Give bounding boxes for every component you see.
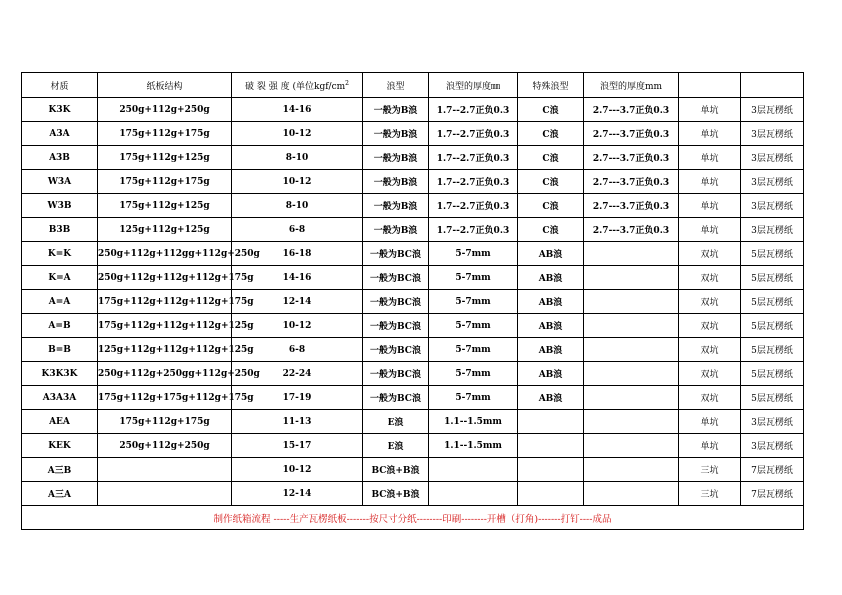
cell-burst-strength: 8-10 [232, 146, 363, 170]
table-row [22, 410, 804, 434]
cell-board-structure: 175g+112g+175g [98, 122, 232, 146]
cell-special-flute [518, 434, 584, 458]
cell-burst-strength: 14-16 [232, 266, 363, 290]
table-row [22, 98, 804, 122]
table-body [22, 73, 804, 506]
cell-layer-type: 3层瓦楞纸 [741, 122, 804, 146]
cell-flute-type: BC浪+B浪 [363, 458, 429, 482]
cell-flute-thickness: 1.7--2.7正负0.3 [429, 146, 518, 170]
cell-board-structure: 175g+112g+112g+112g+175g [98, 290, 232, 314]
cell-flute-type: E浪 [363, 434, 429, 458]
cell-flute-type: 一般为B浪 [363, 194, 429, 218]
cell-flute-type: E浪 [363, 410, 429, 434]
cell-board-structure: 175g+112g+125g [98, 146, 232, 170]
cell-wall-type: 单坑 [679, 122, 741, 146]
cell-material: B=B [22, 338, 98, 362]
cell-flute-type: 一般为BC浪 [363, 338, 429, 362]
cell-flute-thickness: 5-7mm [429, 362, 518, 386]
cell-material: K=A [22, 266, 98, 290]
cell-special-flute: AB浪 [518, 266, 584, 290]
cell-special-flute-thickness [584, 266, 679, 290]
table-row [22, 242, 804, 266]
table-row [22, 314, 804, 338]
header-board-structure: 纸板结构 [98, 73, 232, 98]
cell-layer-type: 5层瓦楞纸 [741, 386, 804, 410]
cell-wall-type: 双坑 [679, 242, 741, 266]
cell-material: W3B [22, 194, 98, 218]
cell-layer-type: 5层瓦楞纸 [741, 362, 804, 386]
table-row [22, 218, 804, 242]
header-row [22, 73, 804, 98]
cell-board-structure: 250g+112g+250g [98, 434, 232, 458]
table-row [22, 434, 804, 458]
cell-board-structure: 175g+112g+175g+112g+175g [98, 386, 232, 410]
cell-wall-type: 三坑 [679, 458, 741, 482]
cell-wall-type: 双坑 [679, 338, 741, 362]
cell-material: KEK [22, 434, 98, 458]
cell-layer-type: 3层瓦楞纸 [741, 434, 804, 458]
cell-special-flute [518, 410, 584, 434]
cell-burst-strength: 11-13 [232, 410, 363, 434]
cell-flute-type: 一般为B浪 [363, 122, 429, 146]
cell-burst-strength: 8-10 [232, 194, 363, 218]
cell-wall-type: 单坑 [679, 410, 741, 434]
cell-flute-thickness [429, 482, 518, 506]
cell-flute-thickness: 5-7mm [429, 242, 518, 266]
cell-special-flute-thickness: 2.7---3.7正负0.3 [584, 170, 679, 194]
cell-material: W3A [22, 170, 98, 194]
cell-special-flute-thickness [584, 362, 679, 386]
cell-special-flute-thickness [584, 434, 679, 458]
cell-material: A3A3A [22, 386, 98, 410]
cell-special-flute-thickness [584, 458, 679, 482]
table-row [22, 458, 804, 482]
header-empty-2 [741, 73, 804, 98]
cell-special-flute [518, 482, 584, 506]
cell-layer-type: 3层瓦楞纸 [741, 218, 804, 242]
cell-board-structure: 250g+112g+112g+112g+175g [98, 266, 232, 290]
cell-board-structure: 250g+112g+250g [98, 98, 232, 122]
cell-board-structure: 125g+112g+125g [98, 218, 232, 242]
cell-burst-strength: 6-8 [232, 218, 363, 242]
cell-wall-type: 三坑 [679, 482, 741, 506]
header-special-flute: 特殊浪型 [518, 73, 584, 98]
cell-layer-type: 7层瓦楞纸 [741, 482, 804, 506]
cell-board-structure: 175g+112g+175g [98, 170, 232, 194]
cell-flute-thickness: 1.7--2.7正负0.3 [429, 170, 518, 194]
table-row [22, 386, 804, 410]
cell-material: K3K [22, 98, 98, 122]
header-burst-strength-label: 破 裂 强 度 (单位kgf/cm [245, 81, 346, 92]
cell-special-flute-thickness [584, 482, 679, 506]
cell-flute-type: 一般为BC浪 [363, 362, 429, 386]
cell-special-flute: AB浪 [518, 386, 584, 410]
cell-burst-strength: 10-12 [232, 458, 363, 482]
cell-material: A三A [22, 482, 98, 506]
cell-flute-type: 一般为BC浪 [363, 242, 429, 266]
cell-wall-type: 双坑 [679, 386, 741, 410]
cell-burst-strength: 10-12 [232, 122, 363, 146]
header-material: 材质 [22, 73, 98, 98]
cell-flute-thickness: 1.7--2.7正负0.3 [429, 122, 518, 146]
cell-flute-thickness: 1.7--2.7正负0.3 [429, 98, 518, 122]
cell-board-structure: 175g+112g+175g [98, 410, 232, 434]
footer-row [22, 506, 804, 530]
cell-special-flute-thickness [584, 386, 679, 410]
cell-special-flute-thickness [584, 314, 679, 338]
cell-board-structure: 250g+112g+250gg+112g+250g [98, 362, 232, 386]
cell-layer-type: 3层瓦楞纸 [741, 98, 804, 122]
cell-flute-type: 一般为BC浪 [363, 290, 429, 314]
cell-material: K=K [22, 242, 98, 266]
cell-burst-strength: 6-8 [232, 338, 363, 362]
cell-board-structure: 175g+112g+112g+112g+125g [98, 314, 232, 338]
cell-flute-type: 一般为B浪 [363, 98, 429, 122]
cell-wall-type: 单坑 [679, 98, 741, 122]
table-row [22, 194, 804, 218]
cell-flute-thickness: 5-7mm [429, 386, 518, 410]
cell-layer-type: 5层瓦楞纸 [741, 242, 804, 266]
cell-special-flute: AB浪 [518, 242, 584, 266]
table-row [22, 146, 804, 170]
table-row [22, 266, 804, 290]
cell-wall-type: 单坑 [679, 194, 741, 218]
header-burst-strength [232, 73, 363, 98]
cell-special-flute: C浪 [518, 146, 584, 170]
cell-flute-thickness: 5-7mm [429, 266, 518, 290]
cell-flute-thickness: 1.1--1.5mm [429, 410, 518, 434]
table-row [22, 482, 804, 506]
cell-special-flute-thickness: 2.7---3.7正负0.3 [584, 194, 679, 218]
cell-burst-strength: 17-19 [232, 386, 363, 410]
cell-layer-type: 3层瓦楞纸 [741, 170, 804, 194]
table-row [22, 122, 804, 146]
cell-layer-type: 5层瓦楞纸 [741, 290, 804, 314]
cell-wall-type: 单坑 [679, 218, 741, 242]
header-empty-1 [679, 73, 741, 98]
cell-burst-strength: 16-18 [232, 242, 363, 266]
cell-special-flute-thickness [584, 410, 679, 434]
cell-burst-strength: 10-12 [232, 170, 363, 194]
table-row [22, 170, 804, 194]
cell-special-flute-thickness [584, 338, 679, 362]
cell-wall-type: 单坑 [679, 146, 741, 170]
cell-special-flute: C浪 [518, 194, 584, 218]
cell-material: AEA [22, 410, 98, 434]
process-flow-text: 制作纸箱流程 -----生产瓦楞纸板-------按尺寸分纸--------印刷--------开槽（打角)-------打钉----成品 [22, 506, 804, 530]
cell-layer-type: 5层瓦楞纸 [741, 266, 804, 290]
table-row [22, 338, 804, 362]
cell-special-flute-thickness: 2.7---3.7正负0.3 [584, 146, 679, 170]
cell-material: K3K3K [22, 362, 98, 386]
cell-material: B3B [22, 218, 98, 242]
cell-flute-type: 一般为B浪 [363, 218, 429, 242]
cell-flute-thickness: 5-7mm [429, 338, 518, 362]
cell-flute-type: 一般为BC浪 [363, 386, 429, 410]
cell-wall-type: 双坑 [679, 362, 741, 386]
cell-flute-thickness: 1.7--2.7正负0.3 [429, 218, 518, 242]
table-row [22, 290, 804, 314]
cell-board-structure [98, 482, 232, 506]
cell-layer-type: 3层瓦楞纸 [741, 146, 804, 170]
cell-wall-type: 双坑 [679, 266, 741, 290]
cell-special-flute [518, 458, 584, 482]
cell-burst-strength: 22-24 [232, 362, 363, 386]
cell-layer-type: 7层瓦楞纸 [741, 458, 804, 482]
cell-special-flute: AB浪 [518, 314, 584, 338]
header-flute-thickness: 浪型的厚度㎜ [429, 73, 518, 98]
cell-board-structure: 250g+112g+112gg+112g+250g [98, 242, 232, 266]
cell-special-flute-thickness [584, 242, 679, 266]
cell-board-structure: 125g+112g+112g+112g+125g [98, 338, 232, 362]
cell-material: A=B [22, 314, 98, 338]
cell-burst-strength: 12-14 [232, 482, 363, 506]
header-special-flute-thickness: 浪型的厚度mm [584, 73, 679, 98]
cell-flute-thickness: 1.7--2.7正负0.3 [429, 194, 518, 218]
cell-burst-strength: 12-14 [232, 290, 363, 314]
cell-flute-type: 一般为B浪 [363, 146, 429, 170]
cell-flute-type: 一般为BC浪 [363, 314, 429, 338]
cell-flute-thickness: 5-7mm [429, 314, 518, 338]
cell-burst-strength: 10-12 [232, 314, 363, 338]
cell-special-flute-thickness: 2.7---3.7正负0.3 [584, 122, 679, 146]
cell-material: A3B [22, 146, 98, 170]
carton-spec-table [21, 72, 804, 530]
cell-layer-type: 3层瓦楞纸 [741, 194, 804, 218]
cell-wall-type: 单坑 [679, 170, 741, 194]
cell-special-flute: C浪 [518, 218, 584, 242]
cell-burst-strength: 15-17 [232, 434, 363, 458]
cell-material: A三B [22, 458, 98, 482]
cell-special-flute: C浪 [518, 98, 584, 122]
cell-special-flute: AB浪 [518, 290, 584, 314]
cell-material: A3A [22, 122, 98, 146]
cell-special-flute-thickness [584, 290, 679, 314]
cell-material: A=A [22, 290, 98, 314]
cell-special-flute-thickness: 2.7---3.7正负0.3 [584, 218, 679, 242]
cell-flute-type: 一般为B浪 [363, 170, 429, 194]
cell-wall-type: 双坑 [679, 290, 741, 314]
cell-special-flute: AB浪 [518, 338, 584, 362]
cell-special-flute: AB浪 [518, 362, 584, 386]
cell-burst-strength: 14-16 [232, 98, 363, 122]
cell-flute-thickness: 5-7mm [429, 290, 518, 314]
cell-flute-thickness [429, 458, 518, 482]
cell-board-structure: 175g+112g+125g [98, 194, 232, 218]
cell-flute-type: 一般为BC浪 [363, 266, 429, 290]
cell-flute-type: BC浪+B浪 [363, 482, 429, 506]
cell-layer-type: 5层瓦楞纸 [741, 338, 804, 362]
header-flute-type: 浪型 [363, 73, 429, 98]
cell-flute-thickness: 1.1--1.5mm [429, 434, 518, 458]
cell-special-flute-thickness: 2.7---3.7正负0.3 [584, 98, 679, 122]
cell-wall-type: 双坑 [679, 314, 741, 338]
cell-special-flute: C浪 [518, 170, 584, 194]
header-burst-strength-sup: 2 [345, 79, 349, 87]
table-row [22, 362, 804, 386]
cell-special-flute: C浪 [518, 122, 584, 146]
cell-wall-type: 单坑 [679, 434, 741, 458]
cell-board-structure [98, 458, 232, 482]
cell-layer-type: 3层瓦楞纸 [741, 410, 804, 434]
cell-layer-type: 5层瓦楞纸 [741, 314, 804, 338]
